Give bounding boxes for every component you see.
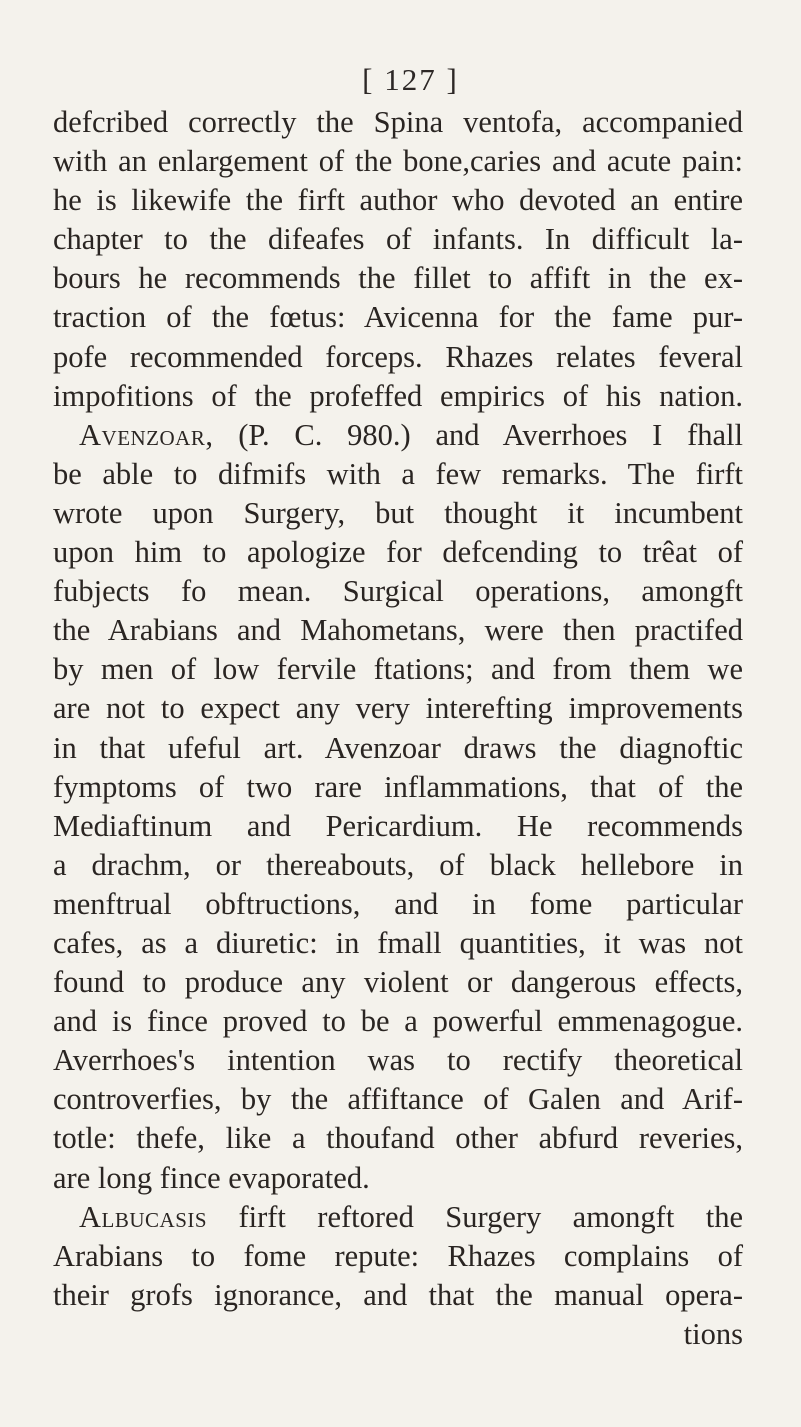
- text-line-content: be able to difmifs with a few remarks. The firft: [53, 456, 743, 491]
- text-line: [53, 611, 743, 650]
- text-line: [53, 259, 743, 298]
- text-line-content: wrote upon Surgery, but thought it incumbent: [53, 495, 743, 530]
- text-line-content: menftrual obftructions, and in fome particular: [53, 886, 743, 921]
- text-line-content: a drachm, or thereabouts, of black hellebore in: [53, 847, 743, 882]
- text-line-content: Averrhoes's intention was to rectify theoretical: [53, 1043, 743, 1078]
- text-line-content: fubjects fo mean. Surgical operations, amongft: [53, 574, 743, 609]
- section-lead-name: Avenzoar,: [79, 417, 214, 452]
- body-text: [53, 103, 743, 1354]
- text-line: [53, 181, 743, 220]
- text-line-content: Mediaftinum and Pericardium. He recommends: [53, 808, 743, 843]
- text-line-content: firft reftored Surgery amongft the: [207, 1199, 743, 1234]
- text-line-content: chapter to the difeafes of infants. In difficult la-: [53, 222, 743, 257]
- text-line-content: he is likewife the firft author who devoted an entire: [53, 183, 743, 218]
- text-line-content: with an enlargement of the bone,caries and acute pain:: [53, 144, 743, 179]
- text-line: [53, 1002, 743, 1041]
- text-line: [53, 885, 743, 924]
- text-line-content: their grofs ignorance, and that the manual opera-: [53, 1277, 743, 1312]
- text-line-content: traction of the fœtus: Avicenna for the fame pur-: [53, 300, 743, 335]
- text-line-content: pofe recommended forceps. Rhazes relates feveral: [53, 339, 743, 374]
- text-line-content: are long fince evaporated.: [53, 1160, 370, 1195]
- text-line: [53, 1119, 743, 1158]
- text-line: [53, 377, 743, 416]
- text-line: [53, 768, 743, 807]
- text-line: [53, 103, 743, 142]
- text-line-content: Arabians to fome repute: Rhazes complains of: [53, 1238, 743, 1273]
- text-line: [53, 1041, 743, 1080]
- text-line: [53, 729, 743, 768]
- text-line-content: impofitions of the profeffed empirics of his nation.: [53, 378, 743, 413]
- text-line-content: cafes, as a diuretic: in fmall quantities, it was not: [53, 925, 743, 960]
- text-line-content: controverfies, by the affiftance of Galen and Arif-: [53, 1082, 743, 1117]
- text-line-content: by men of low fervile ftations; and from them we: [53, 652, 743, 687]
- text-line-content: the Arabians and Mahometans, were then practifed: [53, 613, 743, 648]
- text-line-content: tions: [683, 1316, 743, 1351]
- text-line: [53, 142, 743, 181]
- text-line: [53, 572, 743, 611]
- text-line: [53, 220, 743, 259]
- text-line: [53, 1198, 743, 1237]
- text-line: [53, 1276, 743, 1315]
- text-line: [53, 1237, 743, 1276]
- text-line-content: totle: thefe, like a thoufand other abfurd reveries,: [53, 1121, 743, 1156]
- text-line: [53, 924, 743, 963]
- text-line: [53, 1080, 743, 1119]
- text-line-content: found to produce any violent or dangerous effects,: [53, 965, 743, 1000]
- text-line: [53, 416, 743, 455]
- text-line: [53, 846, 743, 885]
- text-line: [53, 807, 743, 846]
- text-line-content: and is fince proved to be a powerful emmenagogue.: [53, 1004, 743, 1039]
- text-line: [53, 298, 743, 337]
- text-line-content: defcribed correctly the Spina ventofa, accompanied: [53, 105, 743, 139]
- text-line-content: (P. C. 980.) and Averrhoes I fhall: [213, 417, 743, 452]
- text-line: [53, 963, 743, 1002]
- text-line: [53, 650, 743, 689]
- text-line-content: bours he recommends the fillet to affift in the ex-: [53, 261, 743, 296]
- text-line: [53, 533, 743, 572]
- text-line-content: are not to expect any very interefting improvements: [53, 691, 743, 726]
- text-line: [53, 689, 743, 728]
- text-line-content: in that ufeful art. Avenzoar draws the diagnoftic: [53, 730, 743, 765]
- text-line-content: fymptoms of two rare inflammations, that of the: [53, 769, 743, 804]
- text-line: [53, 455, 743, 494]
- text-line: [53, 494, 743, 533]
- section-lead-name: Albucasis: [79, 1199, 208, 1234]
- page-number: [ 127 ]: [362, 62, 459, 97]
- text-line-content: upon him to apologize for defcending to trêat of: [53, 535, 743, 570]
- text-line: [53, 1315, 743, 1354]
- text-line: [53, 338, 743, 377]
- text-line: [53, 1159, 743, 1198]
